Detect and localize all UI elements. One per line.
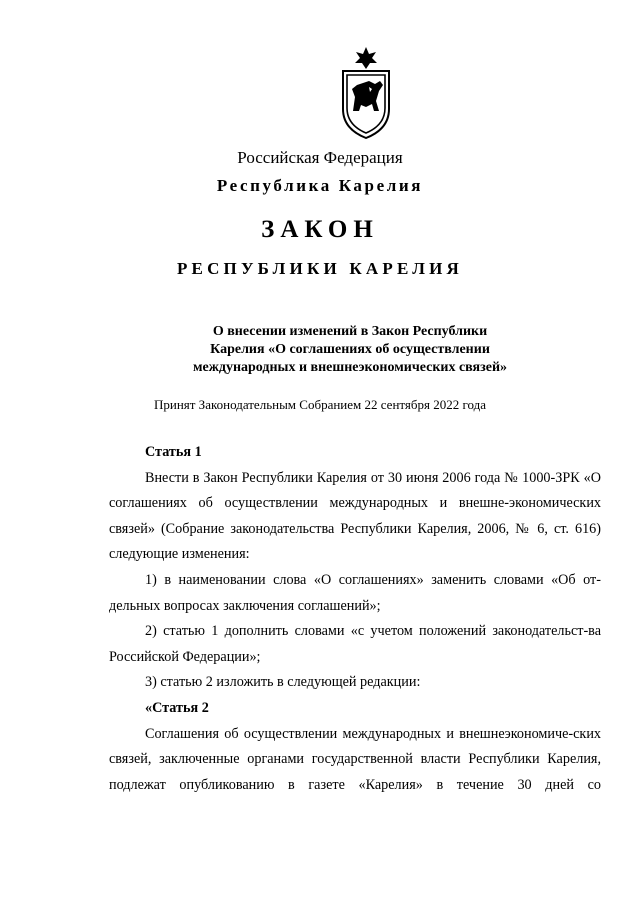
- karelia-coat-of-arms-icon: [339, 47, 393, 139]
- document-title-line: Карелия «О соглашениях об осуществлении: [210, 342, 490, 357]
- article-1-item-2: 2) статью 1 дополнить словами «с учетом положений законодательст-ва Российской Федерации»;: [109, 623, 601, 665]
- country-name: Российская Федерация: [237, 148, 403, 167]
- article-1-intro: Внести в Закон Республики Карелия от 30 июня 2006 года № 1000-ЗРК «О соглашениях об осуществлении международных и внешне-экономических связей» (Собрание законодательства Республики Карелия, 2006, № 6, ст. 616) следующие изменения:: [109, 469, 601, 563]
- document-title-line: О внесении изменений в Закон Республики: [212, 324, 488, 339]
- document-title-line: международных и внешнеэкономических связей»: [192, 360, 508, 375]
- law-heading: ЗАКОН: [261, 216, 379, 243]
- document-title: [150, 323, 550, 377]
- article-2-text: Соглашения об осуществлении международных и внешнеэкономиче-ских связей, заключенные органами государственной власти Республики Карелия, подлежат опубликованию в газете «Карелия» в течение 30 дней со: [109, 725, 601, 793]
- article-1-heading: Статья 1: [145, 444, 202, 460]
- article-2-heading: «Статья 2: [145, 699, 209, 716]
- law-subheading: РЕСПУБЛИКИ КАРЕЛИЯ: [176, 259, 464, 278]
- article-1-item-3: 3) статью 2 изложить в следующей редакции:: [145, 674, 421, 691]
- republic-name: Республика Карелия: [216, 176, 424, 195]
- article-1-item-1: 1) в наименовании слова «О соглашениях» заменить словами «Об от-дельных вопросах заключения соглашений»;: [109, 571, 601, 614]
- document-body: [109, 440, 601, 798]
- adoption-date: Принят Законодательным Собранием 22 сентября 2022 года: [153, 397, 487, 412]
